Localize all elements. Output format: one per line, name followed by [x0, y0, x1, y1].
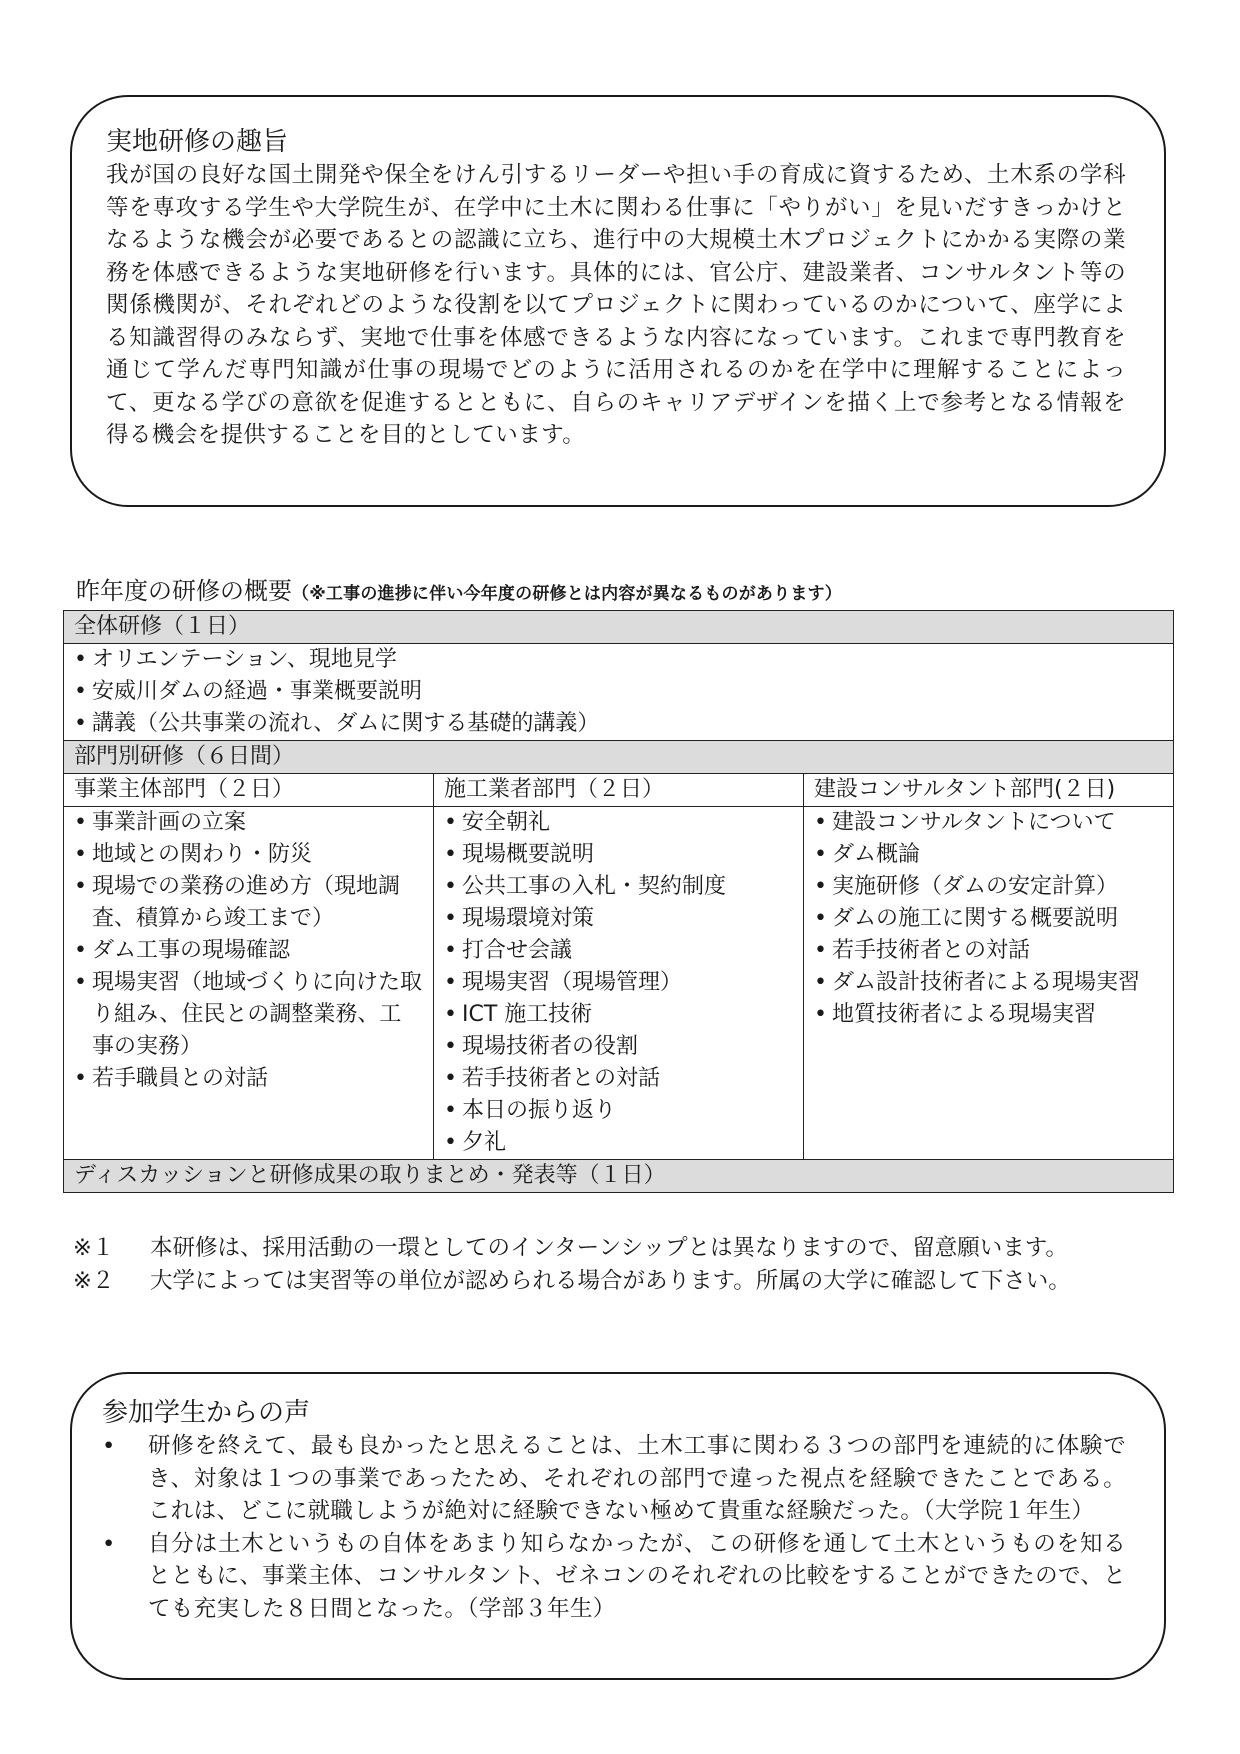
- list-item: • オリエンテーション、現地見学: [74, 644, 1163, 676]
- overview-title: 昨年度の研修の概要: [76, 577, 292, 605]
- overall-items-row: [64, 644, 1174, 741]
- list-item: • 地域との関わり・防災: [74, 839, 423, 871]
- consultant-list: [814, 807, 1163, 1031]
- bullet-icon: •: [102, 1433, 116, 1459]
- purpose-body: 我が国の良好な国土開発や保全をけん引するリーダーや担い手の育成に資するため、土木系の学科等を専攻する学生や大学院生が、在学中に土木に関わる仕事に「やりがい」を見いだすきっかけとなるような機会が必要であるとの認識に立ち、進行中の大規模土木プロジェクトにかかる実際の業務を体感できるような実地研修を行います。具体的には、官公庁、建設業者、コンサルタント等の関係機関が、それぞれどのような役割を以てプロジェクトに関わっているのかについて、座学による知識習得のみならず、実地で仕事を体感できるような内容になっています。これまで専門教育を通じて学んだ専門知識が仕事の現場でどのように活用されるのかを在学中に理解することによって、更なる学びの意欲を促進するとともに、自らのキャリアデザインを描く上で参考となる情報を得る機会を提供することを目的としています。: [106, 162, 1126, 448]
- list-item: • 現場実習（地域づくりに向けた取り組み、住民との調整業務、工事の実務）: [74, 967, 423, 1063]
- list-item: • 若手職員との対話: [74, 1063, 423, 1095]
- department-items-construction: [434, 807, 804, 1160]
- list-item: • 地質技術者による現場実習: [814, 999, 1163, 1031]
- voices-list: [102, 1430, 1126, 1625]
- list-item: • 事業計画の立案: [74, 807, 423, 839]
- list-item: [102, 1430, 1126, 1528]
- note-mark: ※２: [73, 1267, 115, 1294]
- bullet-icon: •: [102, 1530, 116, 1557]
- list-item: • 現場技術者の役割: [444, 1031, 793, 1063]
- list-item: [102, 1528, 1126, 1626]
- note-text: 大学によっては実習等の単位が認められる場合があります。所属の大学に確認して下さい。: [150, 1267, 1071, 1294]
- list-item: • 本日の振り返り: [444, 1095, 793, 1127]
- department-header-consultant: 建設コンサルタント部門(２日): [804, 774, 1174, 807]
- list-item: • ダムの施工に関する概要説明: [814, 903, 1163, 935]
- list-item: • 安威川ダムの経過・事業概要説明: [74, 676, 1163, 708]
- purpose-box: [70, 95, 1166, 507]
- list-item: • 建設コンサルタントについて: [814, 807, 1163, 839]
- list-item: • 現場概要説明: [444, 839, 793, 871]
- list-item: • 安全朝礼: [444, 807, 793, 839]
- note-mark: ※１: [73, 1235, 115, 1261]
- list-item: • 打合せ会議: [444, 935, 793, 967]
- list-item: • ICT 施工技術: [444, 999, 793, 1031]
- list-item: • 現場環境対策: [444, 903, 793, 935]
- business-list: [74, 807, 423, 1095]
- overall-list: [74, 644, 1163, 740]
- departments-header: 部門別研修（６日間）: [64, 741, 1174, 774]
- list-item: • ダム工事の現場確認: [74, 935, 423, 967]
- note-text: 本研修は、採用活動の一環としてのインターンシップとは異なりますので、留意願います。: [150, 1235, 1068, 1261]
- list-item: • 公共工事の入札・契約制度: [444, 871, 793, 903]
- department-items-consultant: [804, 807, 1174, 1160]
- department-header-construction: 施工業者部門（２日）: [434, 774, 804, 807]
- list-item: • 若手技術者との対話: [444, 1063, 793, 1095]
- list-item: • 実施研修（ダムの安定計算）: [814, 871, 1163, 903]
- notes: [73, 1232, 1071, 1297]
- list-item: • ダム概論: [814, 839, 1163, 871]
- voice-text: 自分は土木というもの自体をあまり知らなかったが、この研修を通して土木というものを知るとともに、事業主体、コンサルタント、ゼネコンのそれぞれの比較をすることができたので、とても充実した８日間となった。（学部３年生）: [148, 1530, 1126, 1622]
- overview-note: （※工事の進捗に伴い今年度の研修とは内容が異なるものがあります）: [292, 584, 842, 604]
- list-item: • ダム設計技術者による現場実習: [814, 967, 1163, 999]
- list-item: • 若手技術者との対話: [814, 935, 1163, 967]
- purpose-title: 実地研修の趣旨: [106, 127, 289, 157]
- final-session: ディスカッションと研修成果の取りまとめ・発表等（１日）: [64, 1160, 1174, 1193]
- overall-header-row: [64, 611, 1174, 644]
- voice-text: 研修を終えて、最も良かったと思えることは、土木工事に関わる３つの部門を連続的に体験でき、対象は１つの事業であったため、それぞれの部門で違った視点を経験できたことである。これは、どこに就職しようが絶対に経験できない極めて貴重な経験だった。（大学院１年生）: [148, 1433, 1126, 1524]
- voices-title: 参加学生からの声: [102, 1398, 311, 1428]
- department-items-row: [64, 807, 1174, 1160]
- note-row: [73, 1265, 1071, 1298]
- list-item: • 講義（公共事業の流れ、ダムに関する基礎的講義）: [74, 708, 1163, 740]
- voices-box: [70, 1372, 1166, 1680]
- construction-list: [444, 807, 793, 1159]
- overview-table: [63, 610, 1174, 1193]
- overall-items-cell: [64, 644, 1174, 741]
- list-item: • 現場実習（現場管理）: [444, 967, 793, 999]
- department-header-business: 事業主体部門（２日）: [64, 774, 434, 807]
- list-item: • 夕礼: [444, 1127, 793, 1159]
- list-item: • 現場での業務の進め方（現地調査、積算から竣工まで）: [74, 871, 423, 935]
- overall-header: 全体研修（１日）: [64, 611, 1174, 644]
- departments-header-row: [64, 741, 1174, 774]
- note-row: [73, 1232, 1071, 1265]
- final-row: [64, 1160, 1174, 1193]
- department-items-business: [64, 807, 434, 1160]
- department-names-row: [64, 774, 1174, 807]
- overview-heading: [76, 575, 842, 610]
